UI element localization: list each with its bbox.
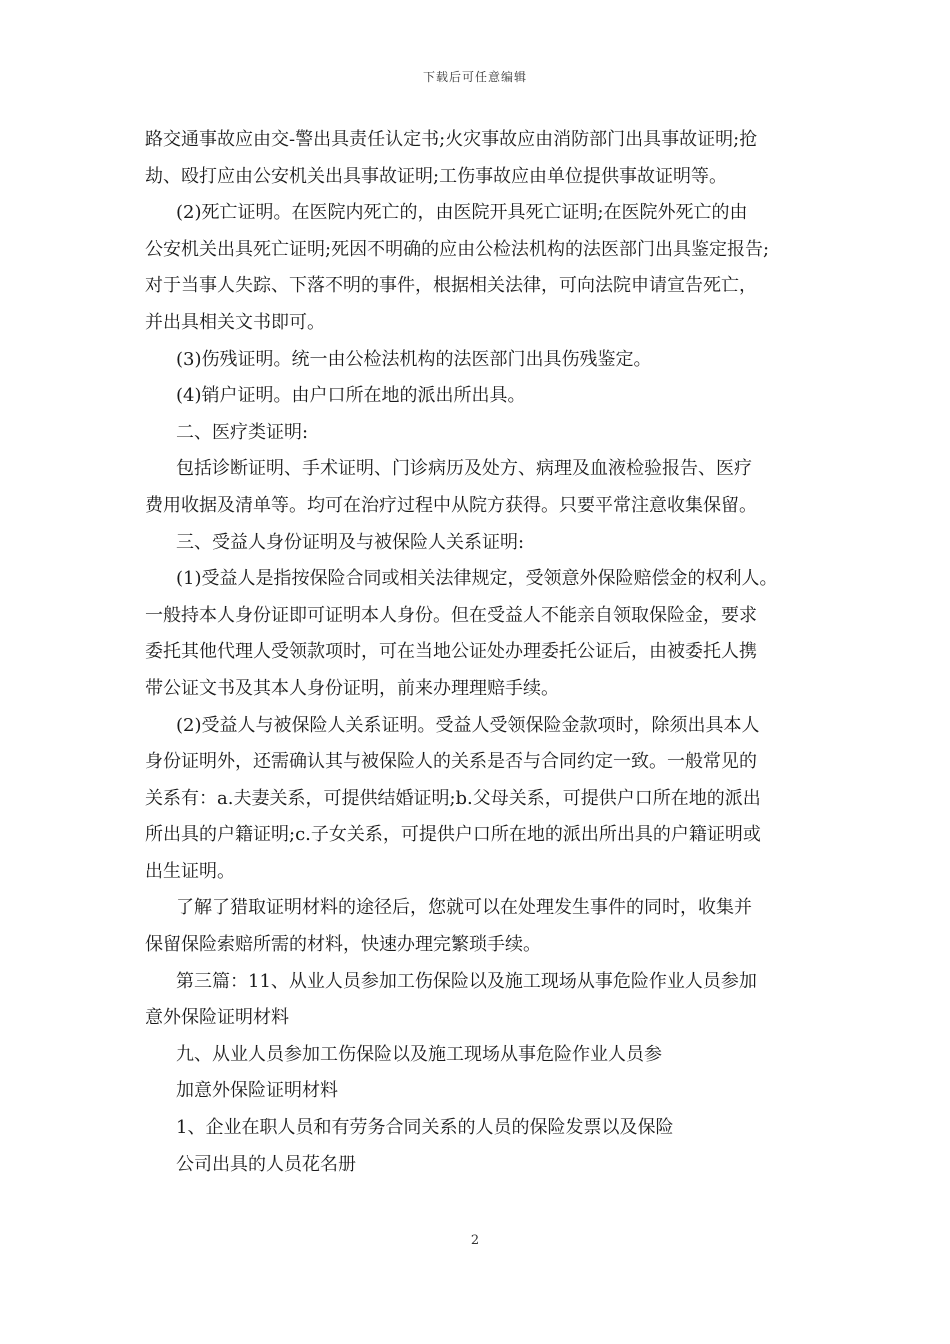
text-line: 委托其他代理人受领款项时，可在当地公证处办理委托公证后，由被委托人携 — [145, 641, 757, 663]
text-line: (3)伤残证明。统一由公检法机构的法医部门出具伤残鉴定。 — [176, 348, 652, 370]
text-line: 带公证文书及其本人身份证明，前来办理理赔手续。 — [145, 677, 559, 699]
text-line: 一般持本人身份证即可证明本人身份。但在受益人不能亲自领取保险金，要求 — [145, 604, 757, 626]
text-line: 劫、殴打应由公安机关出具事故证明;工伤事故应由单位提供事故证明等。 — [145, 165, 728, 187]
text-line: (2)受益人与被保险人关系证明。受益人受领保险金款项时，除须出具本人 — [176, 714, 760, 736]
text-line: 费用收据及清单等。均可在治疗过程中从院方获得。只要平常注意收集保留。 — [145, 494, 757, 516]
text-line: 关系有：a.夫妻关系，可提供结婚证明;b.父母关系，可提供户口所在地的派出 — [145, 787, 761, 809]
text-line: 保留保险索赔所需的材料，快速办理完繁琐手续。 — [145, 934, 541, 956]
text-line: 并出具相关文书即可。 — [145, 311, 325, 333]
document-body — [145, 122, 817, 1183]
text-line: 1、企业在职人员和有劳务合同关系的人员的保险发票以及保险 — [176, 1117, 674, 1139]
page-header: 下载后可任意编辑 — [422, 70, 527, 84]
text-line: 公司出具的人员花名册 — [176, 1153, 356, 1175]
text-line: 了解了猎取证明材料的途径后，您就可以在处理发生事件的同时，收集并 — [176, 897, 752, 919]
text-line: 二、医疗类证明: — [176, 421, 309, 443]
text-line: (1)受益人是指按保险合同或相关法律规定，受领意外保险赔偿金的权利人。 — [176, 568, 778, 590]
text-line: 路交通事故应由交-警出具责任认定书;火灾事故应由消防部门出具事故证明;抢 — [145, 129, 758, 150]
text-line: 包括诊断证明、手术证明、门诊病历及处方、病理及血液检验报告、医疗 — [176, 458, 752, 480]
text-line: 意外保险证明材料 — [145, 1007, 289, 1029]
text-line: 对于当事人失踪、下落不明的事件，根据相关法律，可向法院申请宣告死亡， — [145, 275, 757, 297]
text-line: 三、受益人身份证明及与被保险人关系证明: — [176, 531, 525, 553]
text-line: 身份证明外，还需确认其与被保险人的关系是否与合同约定一致。一般常见的 — [145, 751, 757, 773]
text-line: 所出具的户籍证明;c.子女关系，可提供户口所在地的派出所出具的户籍证明或 — [145, 824, 761, 846]
text-line: 出生证明。 — [145, 860, 235, 882]
text-line: 第三篇：11、从业人员参加工伤保险以及施工现场从事危险作业人员参加 — [176, 970, 757, 992]
text-line: (2)死亡证明。在医院内死亡的，由医院开具死亡证明;在医院外死亡的由 — [176, 202, 748, 224]
text-line: 加意外保险证明材料 — [176, 1080, 338, 1102]
text-line: (4)销户证明。由户口所在地的派出所出具。 — [176, 385, 526, 407]
text-line: 九、从业人员参加工伤保险以及施工现场从事危险作业人员参 — [176, 1043, 662, 1065]
page-number: 2 — [470, 1233, 480, 1248]
text-line: 公安机关出具死亡证明;死因不明确的应由公检法机构的法医部门出具鉴定报告; — [145, 238, 770, 260]
